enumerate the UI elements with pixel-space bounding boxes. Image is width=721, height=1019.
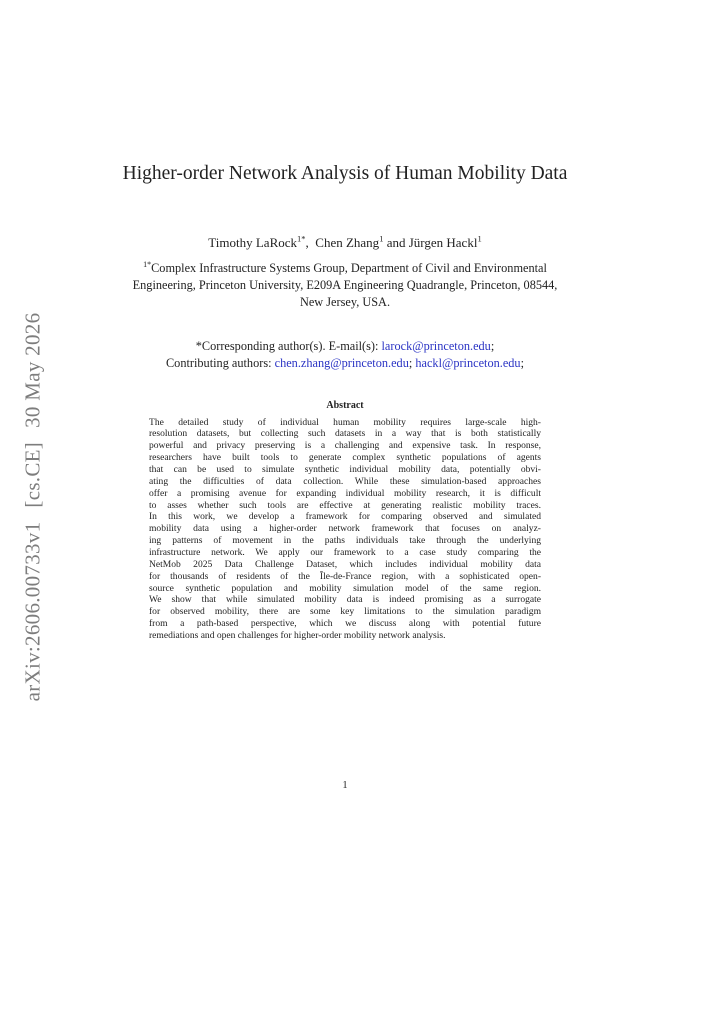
abstract-line: mobility data using a higher-order network framework that focuses on analyz- (149, 523, 541, 535)
affiliation-text: Complex Infrastructure Systems Group, Department of Civil and Environmental Engineering, Princeton University, E209A Engineering Quadrangle, Princeton, 08544, New Jersey, USA. (132, 261, 558, 309)
email-separator: ; (520, 355, 525, 370)
author-affiliation-mark: 1* (297, 233, 306, 244)
abstract-line: for thousands of residents of the Île-de-France region, with a sophisticated open- (149, 570, 541, 582)
author-separator: and (383, 235, 409, 250)
author-name: Chen Zhang (315, 235, 380, 250)
arxiv-date: 30 May 2026 (20, 312, 45, 428)
abstract-heading: Abstract (326, 400, 364, 411)
paper-title: Higher-order Network Analysis of Human Mobility Data (122, 163, 568, 184)
abstract-line: In this work, we develop a framework for comparing observed and simulated (149, 511, 541, 523)
author-affiliation-mark: 1 (477, 233, 482, 244)
abstract-line: source synthetic population and mobility simulation model of the same region. (149, 582, 541, 594)
abstract-line: that can be used to simulate synthetic individual mobility data, potentially obvi- (149, 463, 541, 475)
abstract-line: We show that while simulated mobility data is indeed promising as a surrogate (149, 594, 541, 606)
email-block (100, 338, 590, 372)
abstract-body (149, 417, 541, 642)
contributing-label: Contributing authors: (165, 355, 275, 370)
author-name: Timothy LaRock (208, 235, 298, 250)
author-name: Jürgen Hackl (408, 235, 478, 250)
abstract-line: to asses whether such tools are effective at generating realistic mobility traces. (149, 499, 541, 511)
contributing-authors-line (100, 355, 590, 372)
abstract-line: researchers have built tools to generate complex synthetic populations of agents (149, 452, 541, 464)
abstract-line: resolution datasets, but collecting such datasets in a way that is both statistically (149, 428, 541, 440)
abstract-line: The detailed study of individual human mobility requires large-scale high- (149, 416, 541, 428)
corresponding-email-link[interactable]: larock@princeton.edu (381, 339, 491, 353)
contributing-email-link[interactable]: chen.zhang@princeton.edu (274, 355, 409, 370)
contributing-email-link[interactable]: hackl@princeton.edu (415, 355, 521, 370)
email-separator: ; (408, 355, 413, 370)
abstract-line: infrastructure network. We apply our framework to a case study comparing the (149, 546, 541, 558)
abstract-line: NetMob 2025 Data Challenge Dataset, which includes individual mobility data (149, 558, 541, 570)
author-separator: , (305, 235, 316, 250)
arxiv-identifier-stamp (21, 299, 46, 702)
page-number: 1 (342, 780, 348, 791)
abstract-line: ating the difficulties of data collection. While these simulation-based approaches (149, 475, 541, 487)
corresponding-author-line (100, 338, 590, 355)
abstract-line: for observed mobility, there are some key limitations to the simulation paradigm (149, 606, 541, 618)
corresponding-label: *Corresponding author(s). E-mail(s): (195, 339, 382, 353)
author-list (100, 234, 590, 251)
abstract-line: offer a promising avenue for expanding individual mobility research, it is difficult (149, 487, 541, 499)
abstract-line: powerful and privacy preserving is a challenging and expensive task. In response, (149, 440, 541, 452)
abstract-line: ing patterns of movement in the paths individuals take through the underlying (149, 535, 541, 547)
abstract-line: from a path-based perspective, which we discuss along with potential future (149, 618, 541, 630)
abstract-line: remediations and open challenges for higher-order mobility network analysis. (149, 629, 446, 641)
email-separator: ; (490, 339, 495, 353)
affiliation-mark: 1* (143, 259, 152, 269)
affiliation (125, 260, 565, 310)
author-affiliation-mark: 1 (379, 233, 384, 244)
arxiv-category: [cs.CE] (20, 441, 45, 508)
arxiv-id: arXiv:2606.00733v1 (20, 521, 45, 702)
